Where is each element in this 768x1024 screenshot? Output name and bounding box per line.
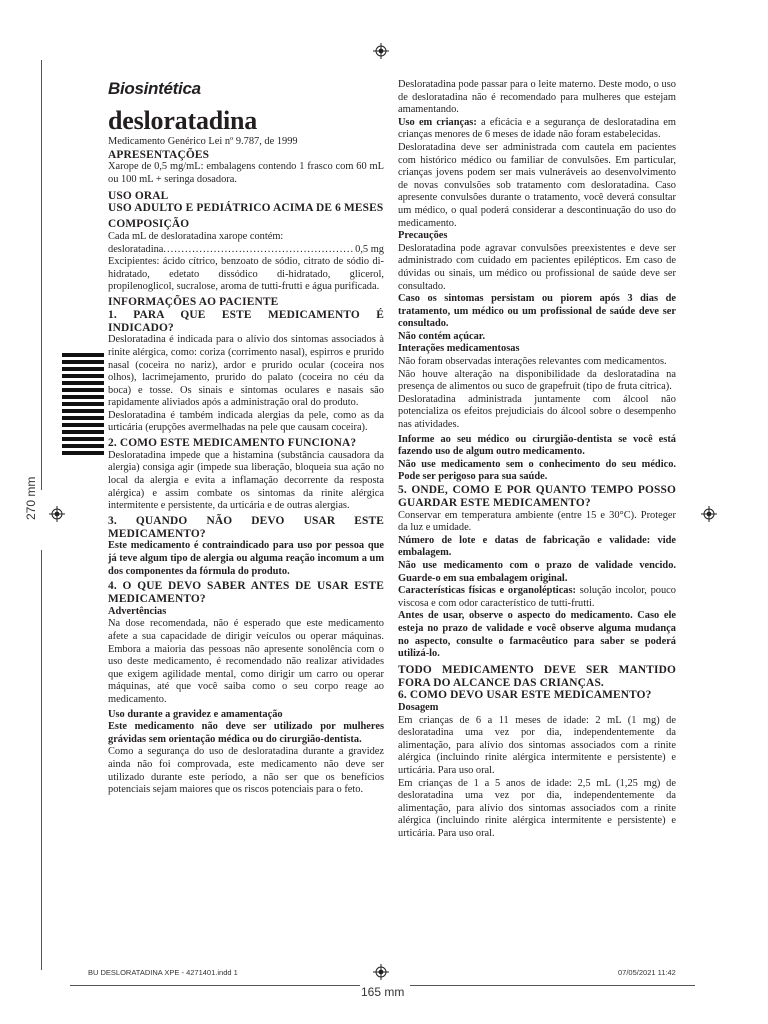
paragraph: Desloratadina é também indicada alergias da pele, como as da urticária (erupções avermelhadas na pele que causam coceira).	[108, 409, 384, 434]
registration-mark-icon	[373, 43, 389, 59]
section-heading: COMPOSIÇÃO	[108, 218, 190, 231]
inline-bold: Uso em crianças:	[398, 116, 477, 128]
paragraph: Na dose recomendada, não é esperado que este medicamento afete a sua capacidade de dirigir veículos ou operar máquinas. Embora a maioria das pessoas não apresente sonolência com o uso deste medicamento, é recomendado não realizar atividades que exigem agilidade mental, como dirigir um carro ou operar máquinas, até que você saiba como o seu corpo reage ao medicamento.	[108, 618, 384, 705]
paragraph-bold: Antes de usar, observe o aspecto do medicamento. Caso ele esteja no prazo de validade e você observe alguma mudança no aspecto, consulte o farmacêutico para saber se poderá utilizá-lo.	[398, 610, 676, 660]
paragraph-bold: Não contém açúcar.	[398, 330, 486, 342]
paragraph: Desloratadina pode agravar convulsões preexistentes e deve ser administrado com cuidado em pacientes epilépticos. Em caso de dúvidas ou sinais, um médico ou profissional de saúde deve ser consultado.	[398, 242, 676, 292]
inline-text: solução incolor, pouco viscosa e com odor característico de tutti-frutti.	[398, 585, 676, 609]
paragraph: Desloratadina impede que a histamina (substância causadora da alergia) consiga agir (impede sua liberação, bloqueia sua ação no local da alergia e evita a inflamação decorrente da resposta alérgica) e assim combate os sintomas da rinite alérgica intermitente e persistente, da urticária e de outras alergias.	[108, 449, 384, 512]
composition-item: desloratadina	[108, 243, 164, 255]
paragraph-bold: Número de lote e datas de fabricação e validade: vide embalagem.	[398, 534, 676, 559]
section-heading: 1. PARA QUE ESTE MEDICAMENTO É INDICADO?	[108, 308, 384, 334]
inline-text: a eficácia e a segurança de desloratadina em crianças menores de 6 meses de idade não foram estabelecidas.	[398, 116, 676, 141]
section-heading: 6. COMO DEVO USAR ESTE MEDICAMENTO?	[398, 689, 652, 702]
section-heading: 2. COMO ESTE MEDICAMENTO FUNCIONA?	[108, 437, 357, 450]
paragraph: Xarope de 0,5 mg/mL: embalagens contendo 1 frasco com 60 mL ou 100 mL + seringa dosadora.	[108, 161, 384, 185]
subheading: Precauções	[398, 230, 448, 242]
side-bar-marks	[62, 353, 104, 458]
paragraph: Desloratadina deve ser administrada com cautela em pacientes com histórico médico ou familiar de convulsões. Em particular, crianças jovens podem ser mais vulneráveis ao desenvolvimento de novas convulsões sob tratamento com desloratadina. Caso apresente convulsões durante o tratamento, você deverá consultar um médico, o qual poderá considerar a descontinuação do uso do medicamento.	[398, 141, 676, 229]
section-heading: 3. QUANDO NÃO DEVO USAR ESTE MEDICAMENTO?	[108, 514, 384, 540]
left-column	[108, 79, 384, 797]
paragraph: Não houve alteração na disponibilidade da desloratadina na presença de alimentos ou suco de grapefruit (tipo de fruta cítrica).	[398, 368, 676, 393]
paragraph: Em crianças de 6 a 11 meses de idade: 2 mL (1 mg) de desloratadina uma vez por dia, independentemente da alimentação, para alívio dos sintomas associados com a rinite alérgica (incluindo rinite alérgica intermitente e persistente) e urticária. Para uso oral.	[398, 714, 676, 777]
section-heading: 4. O QUE DEVO SABER ANTES DE USAR ESTE MEDICAMENTO?	[108, 580, 384, 606]
dimension-line	[410, 985, 695, 986]
paragraph: Conservar em temperatura ambiente (entre 15 e 30°C). Proteger da luz e umidade.	[398, 509, 676, 534]
dimension-line	[41, 60, 42, 490]
paragraph	[398, 585, 676, 610]
subtitle: Medicamento Genérico Lei nº 9.787, de 1999	[108, 136, 298, 147]
footer-file-name: BU DESLORATADINA XPE - 4271401.indd 1	[88, 968, 238, 977]
paragraph-bold: Este medicamento não deve ser utilizado por mulheres grávidas sem orientação médica ou do cirurgião-dentista.	[108, 721, 384, 745]
section-heading: APRESENTAÇÕES	[108, 148, 210, 161]
paragraph	[398, 117, 676, 142]
composition-row	[108, 244, 384, 257]
dimension-line	[70, 985, 360, 986]
paragraph: Em crianças de 1 a 5 anos de idade: 2,5 mL (1,25 mg) de desloratadina uma vez por dia, independentemente da alimentação, para alívio dos sintomas associados com a rinite alérgica (incluindo rinite alérgica intermitente e persistente) e urticária. Para uso oral.	[398, 777, 676, 840]
paragraph: Não foram observadas interações relevantes com medicamentos.	[398, 356, 667, 368]
paragraph-bold: Não use medicamento sem o conhecimento do seu médico. Pode ser perigoso para sua saúde.	[398, 458, 676, 483]
paragraph-bold: Caso os sintomas persistam ou piorem após 3 dias de tratamento, um médico ou um profissional de saúde deve ser consultado.	[398, 293, 676, 330]
registration-mark-icon	[373, 964, 389, 980]
section-heading: 5. ONDE, COMO E POR QUANTO TEMPO POSSO GUARDAR ESTE MEDICAMENTO?	[398, 484, 676, 509]
composition-value: 0,5 mg	[355, 243, 384, 255]
right-column	[398, 79, 676, 841]
section-heading: INFORMAÇÕES AO PACIENTE	[108, 295, 279, 308]
subheading: Advertências	[108, 605, 167, 617]
subheading: Interações medicamentosas	[398, 343, 520, 355]
width-dimension-label: 165 mm	[361, 985, 405, 999]
footer-date: 07/05/2021 11:42	[618, 968, 676, 977]
subheading: Dosagem	[398, 702, 439, 714]
paragraph: Desloratadina é indicada para o alívio dos sintomas associados à rinite alérgica, como: coriza (corrimento nasal), espirros e prurido nasal (coceira no nariz), ardor e prurido ocular (coceira nos olhos), lacrimejamento, prurido do palato (coceira no céu da boca) e tosse. Os sinais e sintomas oculares e nasais são rapidamente aliviados após a administração oral do produto.	[108, 334, 384, 409]
page-title: desloratadina	[108, 106, 258, 135]
registration-mark-icon	[49, 506, 65, 522]
section-heading: USO ORAL	[108, 189, 169, 202]
paragraph-bold: Este medicamento é contraindicado para uso por pessoa que já teve algum tipo de alergia ou alguma reação incomum a um dos componentes da fórmula do produto.	[108, 540, 384, 577]
paragraph-bold: Informe ao seu médico ou cirurgião-dentista se você está fazendo uso de algum outro medicamento.	[398, 433, 676, 458]
height-dimension-label: 270 mm	[24, 476, 38, 520]
paragraph-bold: Não use medicamento com o prazo de validade vencido. Guarde-o em sua embalagem original.	[398, 559, 676, 584]
dimension-line	[41, 550, 42, 970]
brand-logo: Biosintética	[108, 79, 201, 98]
paragraph: Desloratadina pode passar para o leite materno. Deste modo, o uso de desloratadina não é recomendado para mulheres que estejam amamentando.	[398, 79, 676, 116]
paragraph: Cada mL de desloratadina xarope contém:	[108, 230, 284, 242]
paragraph: Excipientes: ácido cítrico, benzoato de sódio, citrato de sódio di-hidratado, edetato dissódico di-hidratado, glicerol, propilenoglicol, sucralose, aroma de tutti-frutti e água purificada.	[108, 256, 384, 293]
subheading: Uso durante a gravidez e amamentação	[108, 708, 283, 720]
section-heading: USO ADULTO E PEDIÁTRICO ACIMA DE 6 MESES	[108, 202, 384, 215]
inline-bold: Características físicas e organolépticas:	[398, 585, 577, 597]
paragraph: Desloratadina administrada juntamente com álcool não potencializa os efeitos prejudiciais do álcool sobre o desempenho nas atividades.	[398, 393, 676, 431]
section-heading: TODO MEDICAMENTO DEVE SER MANTIDO FORA DO ALCANCE DAS CRIANÇAS.	[398, 663, 676, 689]
paragraph: Como a segurança do uso de desloratadina durante a gravidez ainda não foi comprovada, este medicamento não deve ser utilizado durante este período, a não ser que os benefícios potenciais sejam maiores que os riscos potenciais para o feto.	[108, 746, 384, 796]
registration-mark-icon	[701, 506, 717, 522]
